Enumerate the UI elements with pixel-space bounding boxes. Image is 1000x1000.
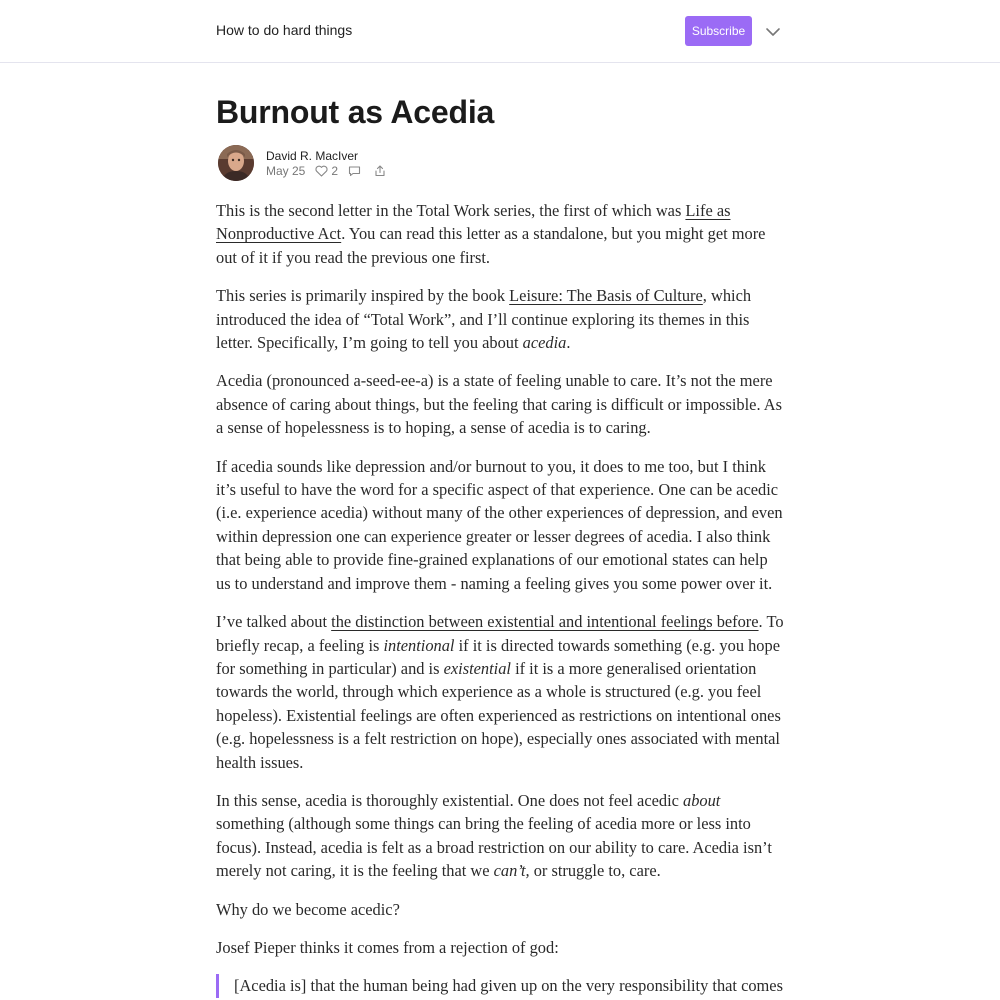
paragraph: This series is primarily inspired by the book Leisure: The Basis of Culture, which introduced the idea of “Total Work”, and I’ll continue exploring its themes in this letter. Specifically, I’m going to tell you about acedia.	[216, 286, 752, 353]
post-meta	[266, 164, 389, 178]
paragraph: Why do we become acedic?	[216, 899, 400, 919]
paragraph: Acedia (pronounced a-seed-ee-a) is a state of feeling unable to care. It’s not the mere absence of caring about things, but the feeling that caring is difficult or impossible. As a sense of hopelessness is to hoping, a sense of acedia is to caring.	[216, 371, 782, 438]
paragraph: In this sense, acedia is thoroughly existential. One does not feel acedic about something (although some things can bring the feeling of acedia more or less into focus). Instead, acedia is felt as a broad restriction on our ability to care. Acedia isn’t merely not caring, it is the feeling that we can’t, or struggle to, care.	[216, 790, 772, 881]
comment-icon[interactable]	[348, 165, 361, 177]
subscribe-button[interactable]: Subscribe	[685, 16, 752, 46]
link-leisure-basis-of-culture[interactable]: Leisure: The Basis of Culture	[509, 286, 703, 306]
link-life-as-nonproductive-act[interactable]: Life as Nonproductive Act	[216, 201, 731, 244]
heart-icon[interactable]	[315, 165, 328, 177]
publication-title[interactable]: How to do hard things	[216, 22, 353, 38]
share-icon[interactable]	[374, 165, 386, 177]
avatar[interactable]	[218, 145, 254, 181]
blockquote	[216, 974, 786, 997]
paragraph: This is the second letter in the Total Work series, the first of which was Life as Nonproductive Act. You can read this letter as a standalone, but you might get more out of it if you read the previous one first.	[216, 201, 766, 267]
quote-text: [Acedia is] that the human being had given up on the very responsibility that comes	[234, 976, 783, 996]
top-navbar	[0, 0, 1000, 63]
post-date: May 25	[266, 164, 306, 178]
like-count: 2	[331, 164, 339, 178]
paragraph: Josef Pieper thinks it comes from a rejection of god:	[216, 937, 559, 957]
byline	[216, 145, 786, 185]
post-content	[216, 90, 786, 998]
post-title: Burnout as Acedia	[216, 94, 495, 130]
link-existential-intentional-feelings[interactable]: the distinction between existential and intentional feelings before	[331, 612, 759, 632]
paragraph: I’ve talked about the distinction between existential and intentional feelings before. To briefly recap, a feeling is intentional if it is directed towards something (e.g. you hope for something in particular) and is existential if it is a more generalised orientation towards the world, through which experience as a whole is structured (e.g. you feel hopeless). Existential feelings are often experienced as restrictions on intentional ones (e.g. hopelessness is a felt restriction on hope), especially ones associated with mental health issues.	[216, 612, 784, 772]
paragraph: If acedia sounds like depression and/or burnout to you, it does to me too, but I think it’s useful to have the word for a specific aspect of that experience. One can be acedic (i.e. experience acedia) without many of the other experiences of depression, and even within depression one can experience greater or lesser degrees of acedia. I also think that being able to provide fine-grained explanations of our emotional states can help us to understand and improve them - naming a feeling gives you some power over it.	[216, 456, 783, 593]
chevron-down-icon[interactable]	[764, 24, 782, 40]
author-name[interactable]: David R. MacIver	[266, 149, 359, 163]
